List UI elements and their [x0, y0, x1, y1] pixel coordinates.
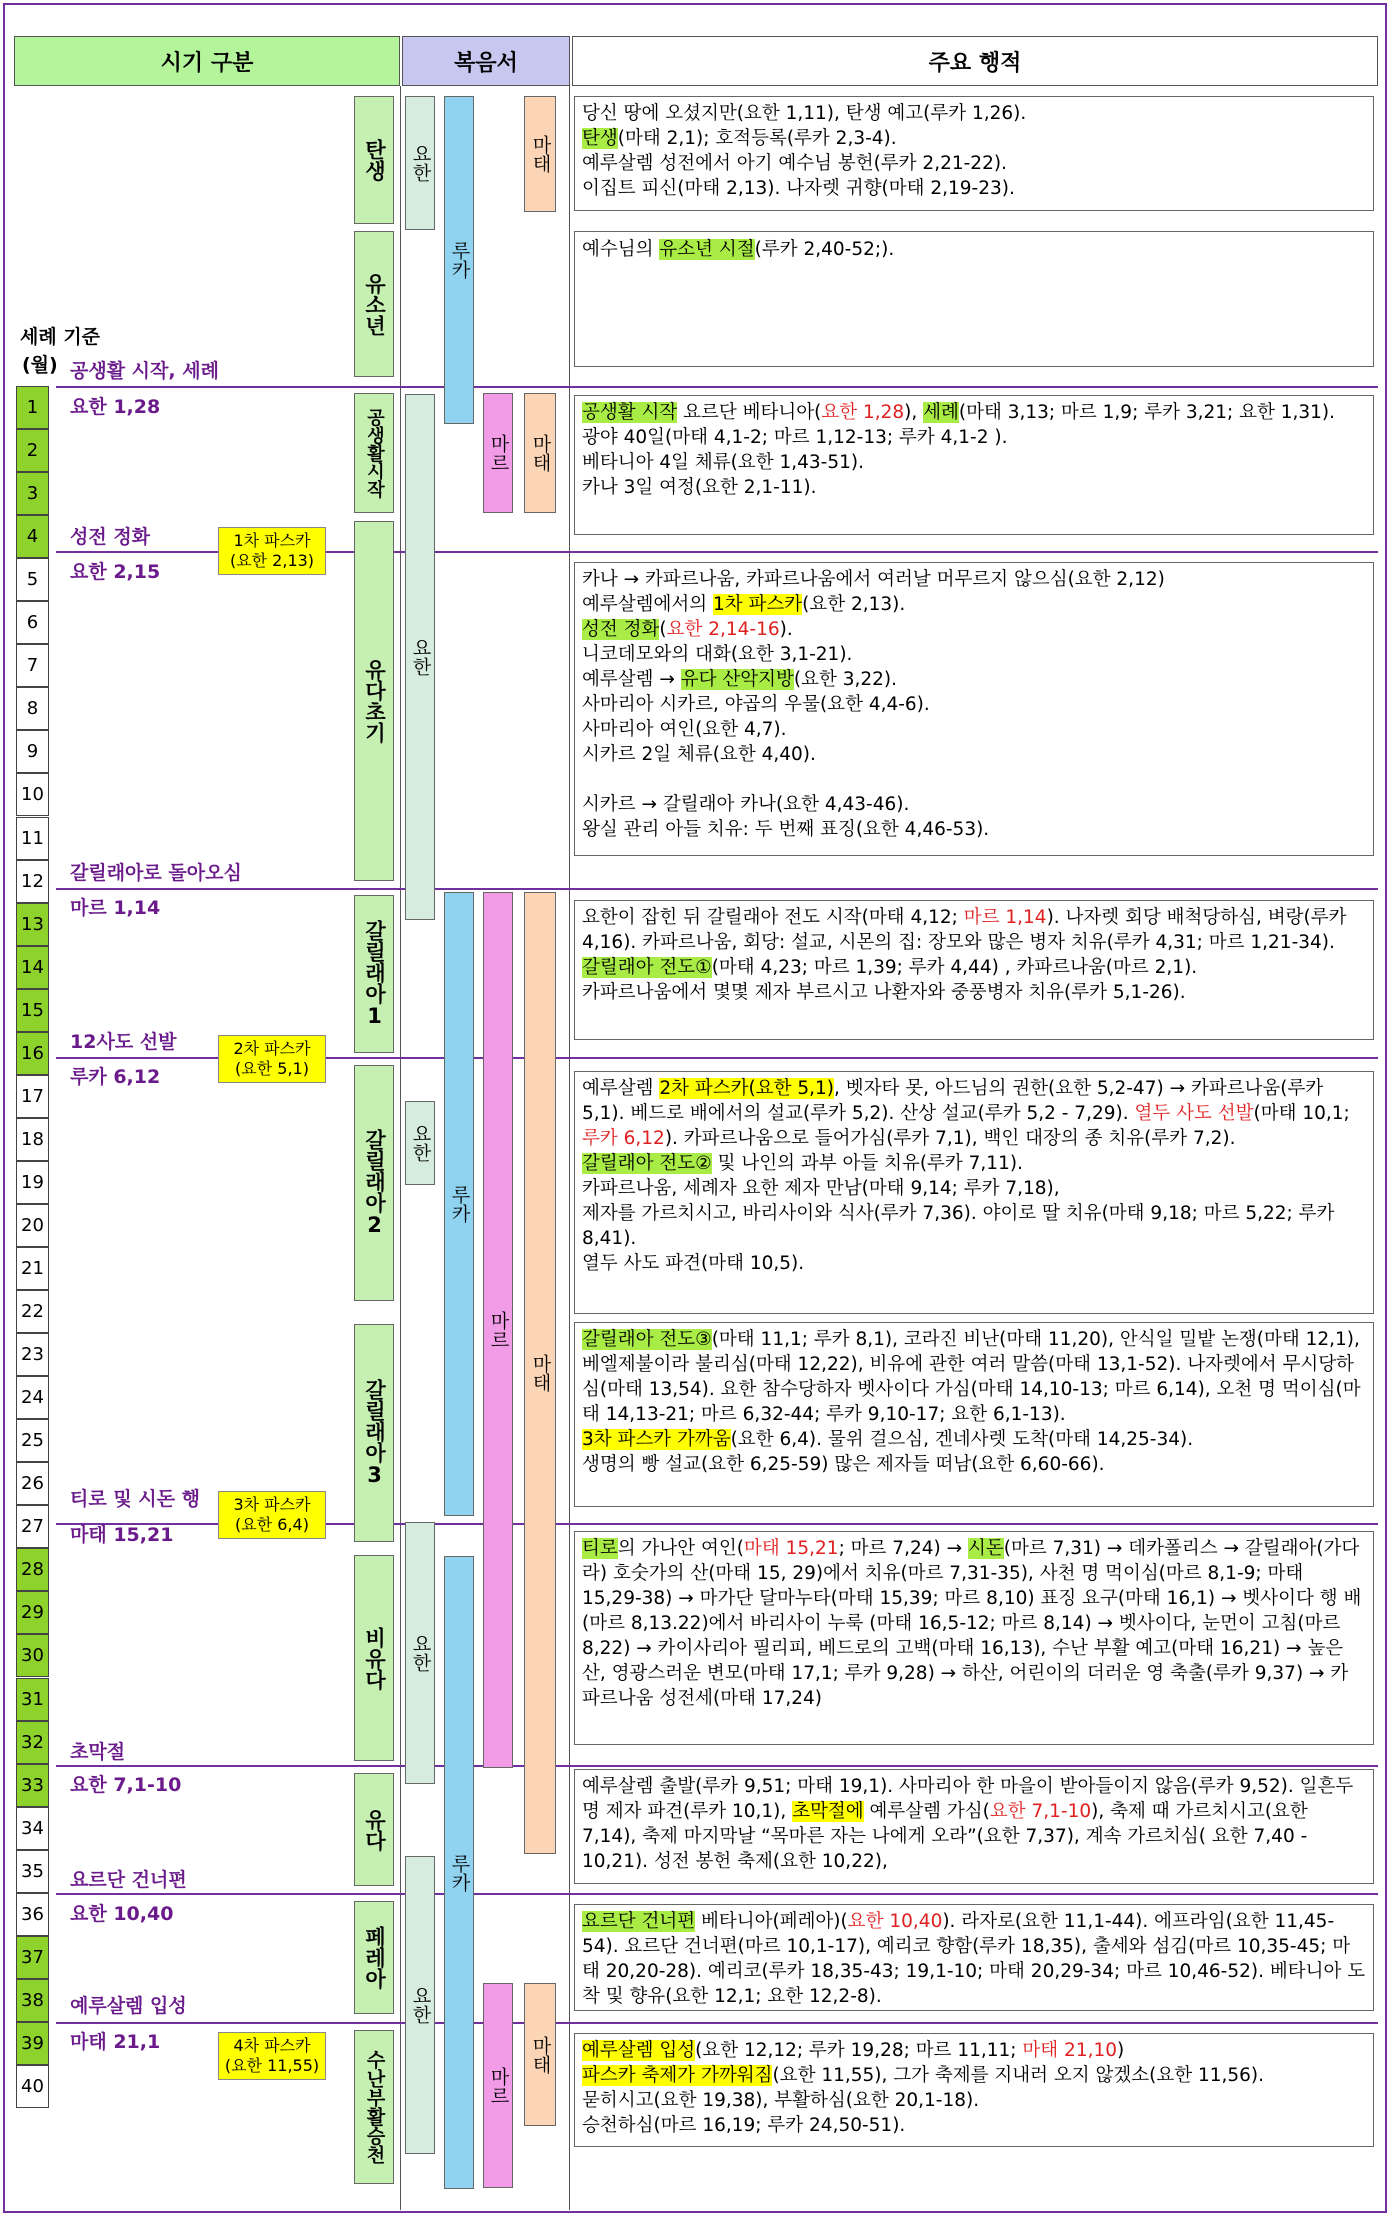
segment-galilee-2: 갈릴래아2 — [354, 1065, 394, 1301]
month-cell: 26 — [16, 1462, 49, 1505]
gospel-matthew-bar: 마태 — [524, 96, 556, 212]
segment-early-judea: 유다초기 — [354, 521, 394, 881]
month-cell: 27 — [16, 1505, 49, 1548]
events-early-judea: 카나 → 카파르나움, 카파르나움에서 여러날 머무르지 않으심(요한 2,12) 예루살렘에서의 1차 파스카(요한 2,13). 성전 정화(요한 2,14-16). 니코데모와의 대화(요한 3,1-21). 예루살렘 → 유다 산악지방(요한 3,22). 사마리아 시카르, 야곱의 우물(요한 4,4-6). 사마리아 여인(요한 4,7). 시카르 2일 체류(요한 4,40). 시카르 → 갈릴래아 카나(요한 4,43-46). 왕실 관리 아들 치유: 두 번째 표징(요한 4,46-53). — [574, 562, 1374, 856]
month-cell: 25 — [16, 1419, 49, 1462]
segment-perea: 페레아 — [354, 1901, 394, 2014]
period-ref: 마태 21,1 — [70, 2031, 161, 2053]
month-cell: 30 — [16, 1634, 49, 1677]
gospel-john-bar: 요한 — [405, 1101, 435, 1185]
period-label: 티로 및 시돈 행 — [70, 1488, 200, 1510]
month-cell: 34 — [16, 1807, 49, 1850]
period-label: 요르단 건너편 — [70, 1869, 187, 1891]
month-cell: 18 — [16, 1118, 49, 1161]
month-cell: 39 — [16, 2022, 49, 2065]
period-ref: 마르 1,14 — [70, 897, 161, 919]
month-cell: 22 — [16, 1290, 49, 1333]
month-cell: 33 — [16, 1764, 49, 1807]
month-cell: 8 — [16, 687, 49, 730]
gospel-luke-bar: 루카 — [444, 892, 474, 1516]
events-galilee-1: 요한이 잡힌 뒤 갈릴래아 전도 시작(마태 4,12; 마르 1,14). 나자렛 회당 배척당하심, 벼랑(루카 4,16). 카파르나움, 회당: 설교, 시몬의 집: 장모와 많은 병자 치유(루카 4,31; 마르 1,21-34). 갈릴래아 전도①(마태 4,23; 마르 1,39; 루카 4,44) , 카파르나움(마르 2,1). 카파르나움에서 몇몇 제자 부르시고 나환자와 중풍병자 치유(루카 5,1-26). — [574, 900, 1374, 1040]
period-label: 초막절 — [70, 1741, 126, 1763]
segment-galilee-3: 갈릴래아3 — [354, 1324, 394, 1542]
segment-judea: 유다 — [354, 1773, 394, 1886]
passover-3-badge: 3차 파스카 (요한 6,4) — [218, 1491, 326, 1539]
period-divider — [56, 2022, 1378, 2024]
period-ref: 마태 15,21 — [70, 1524, 174, 1546]
segment-birth: 탄생 — [354, 96, 394, 224]
month-cell: 2 — [16, 429, 49, 472]
period-label: 공생활 시작, 세례 — [70, 360, 219, 382]
month-cell: 29 — [16, 1591, 49, 1634]
period-label: 성전 정화 — [70, 526, 151, 548]
month-cell: 37 — [16, 1936, 49, 1979]
gospel-john-bar: 요한 — [405, 1856, 435, 2154]
segment-public-start: 공생활시작 — [354, 393, 394, 513]
month-cell: 13 — [16, 903, 49, 946]
column-divider — [400, 86, 401, 2210]
events-jerusalem: 예루살렘 입성(요한 12,12; 루카 19,28; 마르 11,11; 마태 21,10) 파스카 축제가 가까워짐(요한 11,55), 그가 축제를 지내러 오지 않겠소(요한 11,56). 묻히시고(요한 19,38), 부활하심(요한 20,1-18). 승천하심(마르 16,19; 루카 24,50-51). — [574, 2033, 1374, 2147]
month-cell: 31 — [16, 1678, 49, 1721]
month-cell: 6 — [16, 601, 49, 644]
period-ref: 루카 6,12 — [70, 1066, 161, 1088]
month-cell: 19 — [16, 1161, 49, 1204]
events-tyre-sidon: 티로의 가나안 여인(마태 15,21; 마르 7,24) → 시돈(마르 7,31) → 데카폴리스 → 갈릴래아(가다라) 호숫가의 산(마태 15, 29)에서 치유(마르 7,31-35), 사천 명 먹이심(마르 8,1-9; 마태 15,29-38) → 마가단 달마누타(마태 15,39; 마르 8,10) 표징 요구(마태 16,1) → 벳사이다 행 배(마르 8,13.22)에서 바리사이 누룩 (마태 16,5-12; 마르 8,14) → 벳사이다, 눈먼이 고침(마르 8,22) → 카이사리아 필리피, 베드로의 고백(마태 16,13), 수난 부활 예고(마태 16,21) → 높은 산, 영광스러운 변모(마태 17,1; 루카 9,28) → 하산, 어린이의 더러운 영 축출(루카 9,37) → 카파르나움 성전세(마태 17,24) — [574, 1531, 1374, 1745]
month-cell: 10 — [16, 773, 49, 816]
header-period: 시기 구분 — [14, 36, 400, 86]
gospel-john-bar: 요한 — [405, 1522, 435, 1784]
month-cell: 5 — [16, 558, 49, 601]
month-cell: 20 — [16, 1204, 49, 1247]
segment-galilee-1: 갈릴래아1 — [354, 895, 394, 1053]
gospel-luke-bar: 루카 — [444, 1556, 474, 2189]
month-cell: 15 — [16, 989, 49, 1032]
gospel-matthew-bar: 마태 — [524, 393, 556, 513]
month-cell: 3 — [16, 472, 49, 515]
period-label: 12사도 선발 — [70, 1031, 177, 1053]
month-cell: 14 — [16, 946, 49, 989]
period-divider — [56, 1765, 1378, 1767]
month-cell: 40 — [16, 2065, 49, 2108]
month-cell: 9 — [16, 730, 49, 773]
events-tabernacles: 예루살렘 출발(루카 9,51; 마태 19,1). 사마리아 한 마을이 받아들이지 않음(루카 9,52). 일흔두 명 제자 파견(루카 10,1), 초막절에 예루살렘 가심(요한 7,1-10), 축제 때 가르치시고(요한 7,14), 축제 마지막날 “목마른 자는 나에게 오라”(요한 7,37), 계속 가르치심( 요한 7,40 - 10,21). 성전 봉헌 축제(요한 10,22), — [574, 1769, 1374, 1884]
month-cell: 35 — [16, 1850, 49, 1893]
gospel-john-bar: 요한 — [405, 96, 435, 230]
month-cell: 24 — [16, 1376, 49, 1419]
passover-4-badge: 4차 파스카 (요한 11,55) — [218, 2032, 326, 2080]
month-cell: 12 — [16, 860, 49, 903]
period-ref: 요한 1,28 — [70, 396, 161, 418]
period-ref: 요한 2,15 — [70, 561, 161, 583]
column-divider — [569, 86, 570, 2210]
segment-non-judea: 비유다 — [354, 1555, 394, 1761]
events-birth: 당신 땅에 오셨지만(요한 1,11), 탄생 예고(루카 1,26). 탄생(마태 2,1); 호적등록(루카 2,3-4). 예루살렘 성전에서 아기 예수님 봉헌(루카 2,21-22). 이집트 피신(마태 2,13). 나자렛 귀향(마태 2,19-23). — [574, 96, 1374, 211]
month-cell: 28 — [16, 1548, 49, 1591]
month-cell: 17 — [16, 1075, 49, 1118]
month-cell: 4 — [16, 515, 49, 558]
month-cell: 21 — [16, 1247, 49, 1290]
segment-childhood: 유소년 — [354, 231, 394, 377]
period-ref: 요한 7,1-10 — [70, 1774, 182, 1796]
header-events: 주요 행적 — [572, 36, 1378, 86]
month-cell: 23 — [16, 1333, 49, 1376]
events-public-start: 공생활 시작 요르단 베타니아(요한 1,28), 세례(마태 3,13; 마르 1,9; 루카 3,21; 요한 1,31). 광야 40일(마태 4,1-2; 마르 1,12-13; 루카 4,1-2 ). 베타니아 4일 체류(요한 1,43-51). 카나 3일 여정(요한 2,1-11). — [574, 395, 1374, 535]
gospel-matthew-bar: 마태 — [524, 1983, 556, 2126]
baptism-basis-unit: (월) — [22, 354, 58, 376]
baptism-basis-title: 세례 기준 — [20, 326, 101, 348]
month-cell: 32 — [16, 1721, 49, 1764]
segment-passion: 수난부활승천 — [354, 2030, 394, 2184]
gospel-mark-bar: 마르 — [483, 393, 513, 513]
events-perea: 요르단 건너편 베타니아(페레아)(요한 10,40). 라자로(요한 11,1-44). 에프라임(요한 11,45-54). 요르단 건너편(마르 10,1-17), 예리코 향함(루카 18,35), 출세와 섬김(마르 10,35-45; 마태 20,20-28). 예리코(루카 18,35-43; 19,1-10; 마태 20,29-34; 마르 10,46-52). 베타니아 도착 및 향유(요한 12,1; 요한 12,2-8). — [574, 1904, 1374, 2011]
month-cell: 38 — [16, 1979, 49, 2022]
passover-1-badge: 1차 파스카 (요한 2,13) — [218, 527, 326, 575]
header-gospel: 복음서 — [402, 36, 570, 86]
gospel-mark-bar: 마르 — [483, 892, 513, 1768]
gospel-mark-bar: 마르 — [483, 1983, 513, 2188]
month-cell: 7 — [16, 644, 49, 687]
period-divider — [56, 1893, 1378, 1895]
month-cell: 16 — [16, 1032, 49, 1075]
month-cell: 11 — [16, 817, 49, 860]
gospel-luke-bar: 루카 — [444, 96, 474, 424]
month-cell: 36 — [16, 1893, 49, 1936]
period-label: 예루살렘 입성 — [70, 1995, 187, 2017]
events-galilee-3: 갈릴래아 전도③(마태 11,1; 루카 8,1), 코라진 비난(마태 11,20), 안식일 밀밭 논쟁(마태 12,1), 베엘제불이라 불리심(마태 12,22), 비유에 관한 여러 말씀(마태 13,1-52). 나자렛에서 무시당하심(마태 13,54). 요한 참수당하자 벳사이다 가심(마태 14,10-13; 마르 6,14), 오천 명 먹이심(마태 14,13-21; 마르 6,32-44; 루카 9,10-17; 요한 6,1-13). 3차 파스카 가까움(요한 6,4). 물위 걸으심, 겐네사렛 도착(마태 14,25-34). 생명의 빵 설교(요한 6,25-59) 많은 제자들 떠남(요한 6,60-66). — [574, 1322, 1374, 1507]
passover-2-badge: 2차 파스카 (요한 5,1) — [218, 1035, 326, 1083]
month-cell: 1 — [16, 386, 49, 429]
events-childhood: 예수님의 유소년 시절(루카 2,40-52;). — [574, 231, 1374, 367]
period-divider — [56, 888, 1378, 890]
gospel-john-bar: 요한 — [405, 394, 435, 920]
gospel-matthew-bar: 마태 — [524, 892, 556, 1854]
period-label: 갈릴래아로 돌아오심 — [70, 862, 242, 884]
period-divider — [56, 386, 1378, 388]
events-galilee-2: 예루살렘 2차 파스카(요한 5,1), 벳자타 못, 아드님의 권한(요한 5,2-47) → 카파르나움(루카 5,1). 베드로 배에서의 설교(루카 5,2). 산상 설교(루카 5,2 - 7,29). 열두 사도 선발(마태 10,1; 루카 6,12). 카파르나움으로 들어가심(루카 7,1), 백인 대장의 종 치유(루카 7,2). 갈릴래아 전도② 및 나인의 과부 아들 치유(루카 7,11). 카파르나움, 세례자 요한 제자 만남(마태 9,14; 루카 7,18), 제자를 가르치시고, 바리사이와 식사(루카 7,36). 야이로 딸 치유(마태 9,18; 마르 5,22; 루카 8,41). 열두 사도 파견(마태 10,5). — [574, 1071, 1374, 1314]
period-ref: 요한 10,40 — [70, 1903, 174, 1925]
